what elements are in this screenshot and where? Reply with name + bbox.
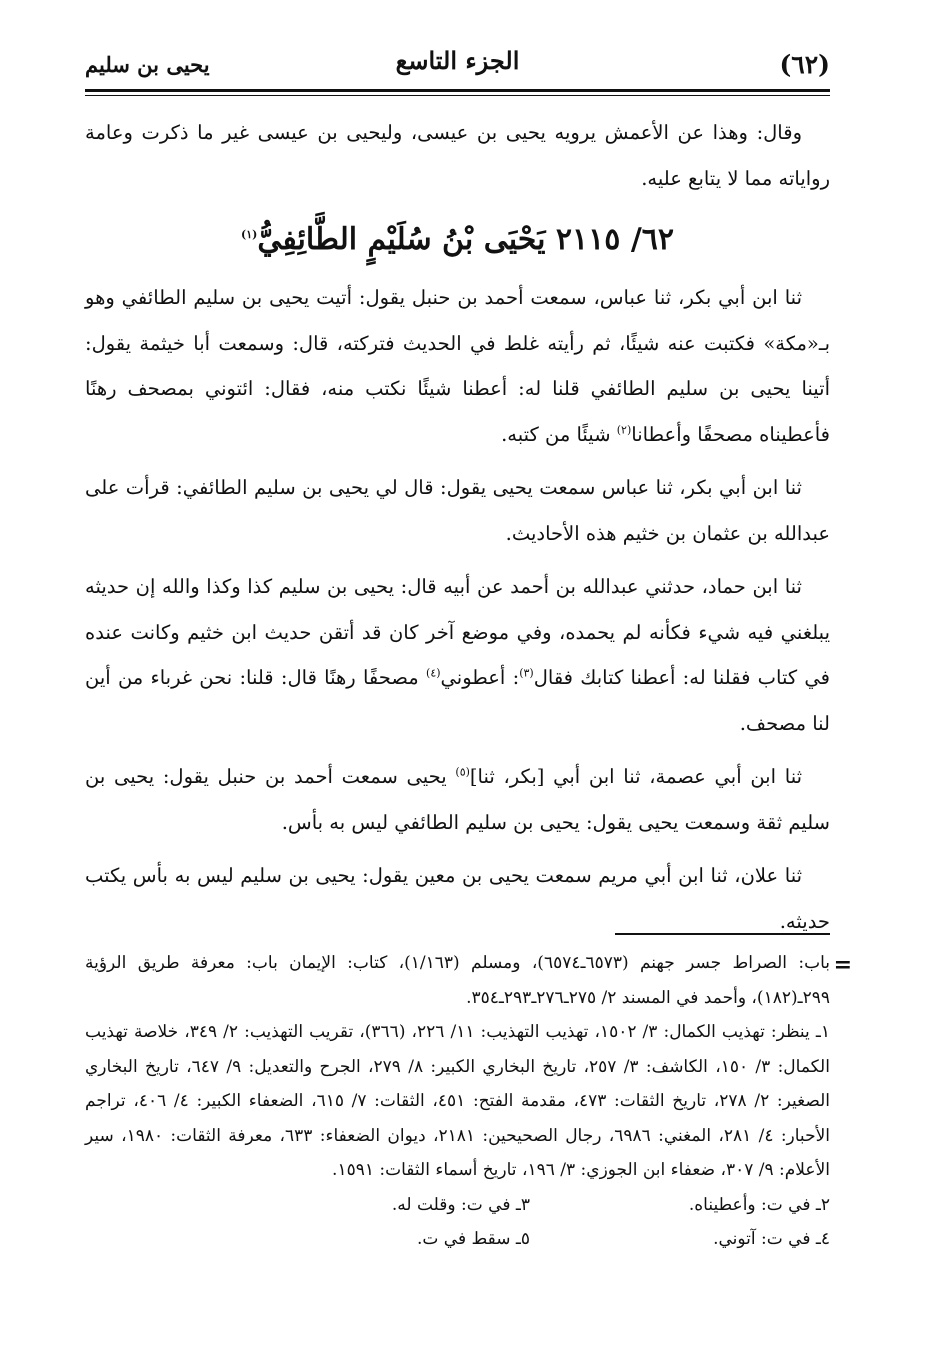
note-ref: (٤)	[426, 666, 441, 680]
footnote-row	[85, 1188, 830, 1223]
running-head-name: يحيى بن سليم	[85, 52, 210, 77]
narration-paragraph	[85, 853, 830, 944]
footnote-2: ٢ـ في ت: وأعطيناه.	[688, 1194, 830, 1215]
footnote-separator	[615, 933, 830, 935]
entry-heading	[85, 209, 830, 271]
footnote-4: ٤ـ في ت: آتوني.	[713, 1229, 830, 1249]
narration-text: مصحفًا رهنًا قال: قلنا: نحن غرباء من أين لنا مصحف.	[85, 666, 830, 735]
entry-name: يَحْيَى بْنُ سُلَيْمٍ الطَّائِفِيُّ	[257, 222, 546, 257]
header-rule-thin	[85, 95, 830, 96]
narration-text: : أعطوني	[440, 666, 520, 689]
continued-marker: =	[833, 952, 852, 978]
footnote-row	[85, 1222, 830, 1257]
footnotes	[85, 946, 852, 1257]
narration-paragraph	[85, 564, 830, 746]
page-number: (٦٢)	[779, 50, 830, 79]
narration-text: ثنا ابن حماد، حدثني عبدالله بن أحمد عن أبيه قال: يحيى بن سليم كذا وكذا والله إن حديثه يبلغني فيه شيء فكأنه لم يحمده، وفي موضع آخر كان قد أتقن حديث ابن خثيم وكانت عنده في كتاب فقلنا له: أعطنا كتابك فقال	[85, 575, 830, 689]
footnote-3: ٣ـ في ت: وقلت له.	[391, 1194, 530, 1215]
intro-paragraph	[85, 110, 830, 201]
entry-note-ref: (١)	[240, 228, 258, 241]
page-header	[85, 40, 830, 88]
intro-text: وقال: وهذا عن الأعمش يرويه يحيى بن عيسى، وليحيى بن عيسى غير ما ذكرت وعامة رواياته مما لا يتابع عليه.	[85, 121, 830, 190]
narration-paragraph	[85, 275, 830, 457]
narration-text: ثنا ابن أبي عصمة، ثنا ابن أبي [بكر، ثنا]	[469, 765, 802, 788]
note-ref: (٢)	[616, 423, 632, 436]
narration-paragraph	[85, 465, 830, 556]
note-ref: (٣)	[519, 666, 534, 680]
narration-text: شيئًا من كتبه.	[501, 422, 617, 446]
narration-text: يحيى سمعت أحمد بن حنبل يقول: يحيى بن سليم ثقة وسمعت يحيى يقول: يحيى بن سليم الطائفي ليس به بأس.	[85, 765, 830, 834]
footnote-continued: باب: الصراط جسر جهنم (٦٥٧٣ـ٦٥٧٤)، ومسلم (١/١٦٣)، كتاب: الإيمان باب: معرفة طريق الرؤية ٢٩٩ـ(١٨٢)، وأحمد في المسند ٢/ ٢٧٥ـ٢٧٦ـ٢٩٣ـ٣٥٤.	[85, 953, 831, 1008]
narration-text: ثنا ابن أبي بكر، ثنا عباس سمعت يحيى يقول: قال لي يحيى بن سليم الطائفي: قرأت على عبدالله بن عثمان بن خثيم هذه الأحاديث.	[85, 476, 830, 545]
header-rule-thick	[85, 89, 830, 92]
footnote-1: ١ـ ينظر: تهذيب الكمال: ٣/ ١٥٠٢، تهذيب التهذيب: ١١/ ٢٢٦، (٣٦٦)، تقريب التهذيب: ٢/ ٣٤٩، خلاصة تهذيب الكمال: ٣/ ١٥٠، الكاشف: ٣/ ٢٥٧، تاريخ البخاري الكبير: ٨/ ٢٧٩، الجرح والتعديل: ٩/ ٦٤٧، تاريخ البخاري الصغير: ٢/ ٢٧٨، تاريخ الثقات: ٤٧٣، مقدمة الفتح: ٤٥١، الثقات: ٧/ ٦١٥، الضعفاء الكبير: ٤/ ٤٠٦، تراجم الأحبار: ٤/ ٢٨١، المغني: ٦٩٨٦، رجال الصحيحين: ٢١٨١، ديوان الضعفاء: ٦٣٣، معرفة الثقات: ١٩٨٠، سير الأعلام: ٩/ ٣٠٧، ضعفاء ابن الجوزي: ٣/ ١٩٦، تاريخ أسماء الثقات: ١٥٩١.	[85, 1022, 830, 1180]
entry-number: ٦٢/ ٢١١٥	[555, 222, 675, 257]
footnote-5: ٥ـ سقط في ت.	[416, 1229, 530, 1249]
narration-text: ثنا ابن أبي بكر، ثنا عباس، سمعت أحمد بن حنبل يقول: أتيت يحيى بن سليم الطائفي وهو بـ«مكة» فكتبت عنه شيئًا، ثم رأيته غلط في الحديث فتركته، قال: وسمعت أبا خيثمة يقول: أتينا يحيى بن سليم الطائفي قلنا له: أعطنا شيئًا نكتب منه، فقال: ائتوني بمصحف رهنًا فأعطيناه مصحفًا وأعطانا	[85, 286, 830, 446]
narration-paragraph	[85, 754, 830, 845]
note-ref: (٥)	[455, 765, 470, 779]
narration-text: ثنا علان، ثنا ابن أبي مريم سمعت يحيى بن معين يقول: يحيى بن سليم ليس به بأس يكتب حديثه.	[85, 864, 830, 933]
volume-title: الجزء التاسع	[395, 46, 520, 75]
main-text	[85, 110, 830, 952]
